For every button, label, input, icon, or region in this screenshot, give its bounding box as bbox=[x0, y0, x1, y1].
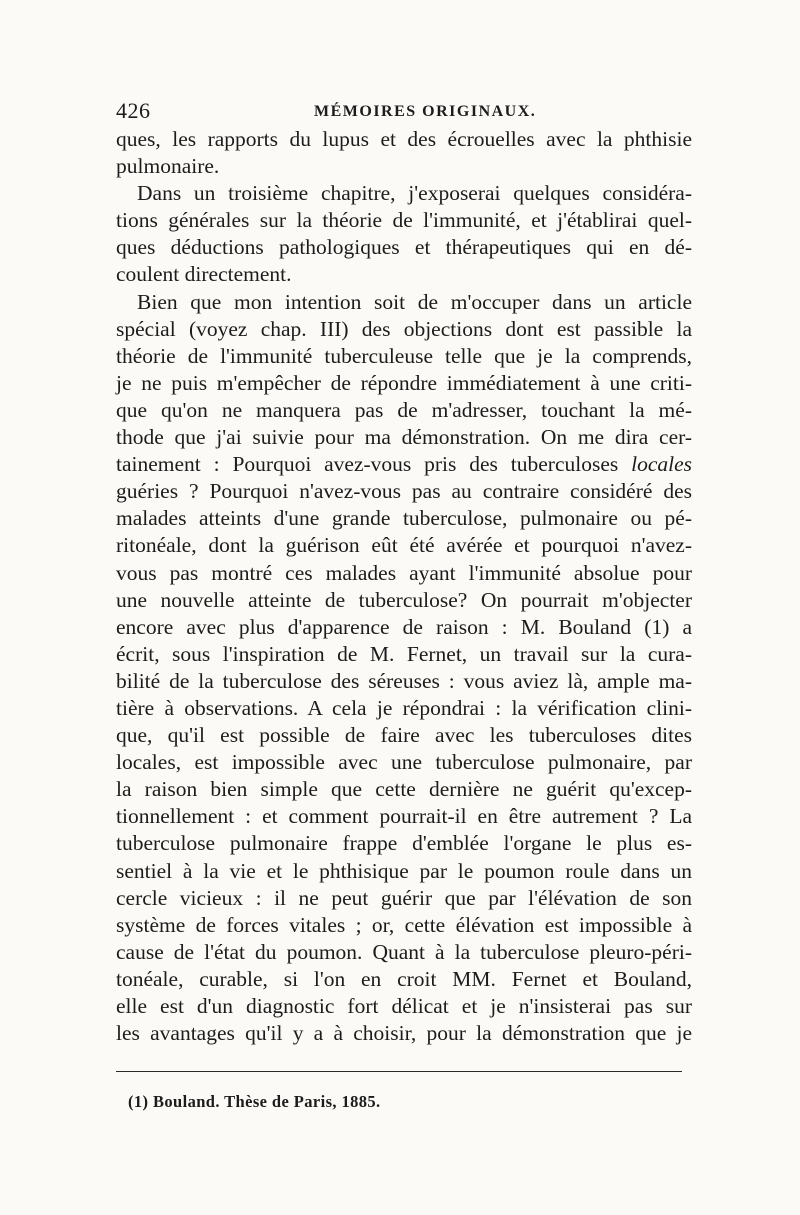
text-line: tions générales sur la théorie de l'immunité, et j'établirai quel- bbox=[116, 208, 692, 233]
text-line: vous pas montré ces malades ayant l'immunité absolue pour bbox=[116, 560, 692, 585]
text-line: guéries ? Pourquoi n'avez-vous pas au contraire considéré des bbox=[116, 479, 692, 504]
text-line: tonéale, curable, si l'on en croit MM. Fernet et Bouland, bbox=[116, 966, 692, 991]
text-line: ques, les rapports du lupus et des écrouelles avec la phthisie bbox=[116, 127, 692, 151]
text-line: pulmonaire. bbox=[116, 154, 220, 179]
text-line: Dans un troisième chapitre, j'exposerai quelques considéra- bbox=[137, 181, 692, 206]
text-line: spécial (voyez chap. III) des objections dont est passible la bbox=[116, 316, 692, 341]
page-number: 426 bbox=[116, 98, 151, 123]
text-line: ques déductions pathologiques et thérapeutiques qui en dé- bbox=[116, 235, 692, 260]
text-line: encore avec plus d'apparence de raison : M. Bouland (1) a bbox=[116, 614, 692, 639]
text-line: que, qu'il est possible de faire avec les tuberculoses dites bbox=[116, 723, 692, 748]
text-line: elle est d'un diagnostic fort délicat et je n'insisterai pas sur bbox=[116, 994, 692, 1018]
footnote-rule bbox=[116, 1071, 682, 1072]
text-line: locales, est impossible avec une tuberculose pulmonaire, par bbox=[116, 750, 692, 775]
text-line: tuberculose pulmonaire frappe d'emblée l'organe le plus es- bbox=[116, 831, 692, 856]
text-line: cause de l'état du poumon. Quant à la tuberculose pleuro-péri- bbox=[116, 939, 692, 964]
text-line: ritonéale, dont la guérison eût été avérée et pourquoi n'avez- bbox=[116, 533, 692, 558]
text-line: théorie de l'immunité tuberculeuse telle que je la comprends, bbox=[116, 343, 692, 368]
text-line-with-italic bbox=[116, 451, 692, 478]
text-line: je ne puis m'empêcher de répondre immédiatement à une criti- bbox=[116, 370, 692, 395]
text-line: Bien que mon intention soit de m'occuper dans un article bbox=[137, 289, 692, 314]
text-line: thode que j'ai suivie pour ma démonstration. On me dira cer- bbox=[116, 425, 692, 450]
text-line: bilité de la tuberculose des séreuses : vous aviez là, ample ma- bbox=[116, 668, 692, 693]
text-line: que qu'on ne manquera pas de m'adresser, touchant la mé- bbox=[116, 397, 692, 422]
text-line: tière à observations. A cela je répondrai : la vérification clini- bbox=[116, 695, 692, 720]
running-head: MÉMOIRES ORIGINAUX. bbox=[314, 103, 537, 120]
body-text bbox=[116, 126, 692, 1047]
page-header bbox=[116, 98, 692, 128]
text-line: système de forces vitales ; or, cette élévation est impossible à bbox=[116, 912, 692, 937]
text-line: une nouvelle atteinte de tuberculose? On pourrait m'objecter bbox=[116, 587, 692, 612]
text-line: tionnellement : et comment pourrait-il en être autrement ? La bbox=[116, 804, 692, 829]
text-line: sentiel à la vie et le phthisique par le poumon roule dans un bbox=[116, 858, 692, 883]
text-line: malades atteints d'une grande tuberculose, pulmonaire ou pé- bbox=[116, 506, 692, 531]
text-line: écrit, sous l'inspiration de M. Fernet, un travail sur la cura- bbox=[116, 641, 692, 666]
footnote: (1) Bouland. Thèse de Paris, 1885. bbox=[128, 1092, 381, 1111]
text-line: la raison bien simple que cette dernière ne guérit qu'excep- bbox=[116, 777, 692, 802]
italic-word: locales bbox=[631, 452, 693, 477]
text-line: cercle vicieux : il ne peut guérir que par l'élévation de son bbox=[116, 885, 692, 910]
text-line: les avantages qu'il y a à choisir, pour la démonstration que je bbox=[116, 1021, 692, 1046]
text-line: coulent directement. bbox=[116, 262, 292, 287]
text-line-segment: tainement : Pourquoi avez-vous pris des tuberculoses bbox=[116, 452, 619, 477]
